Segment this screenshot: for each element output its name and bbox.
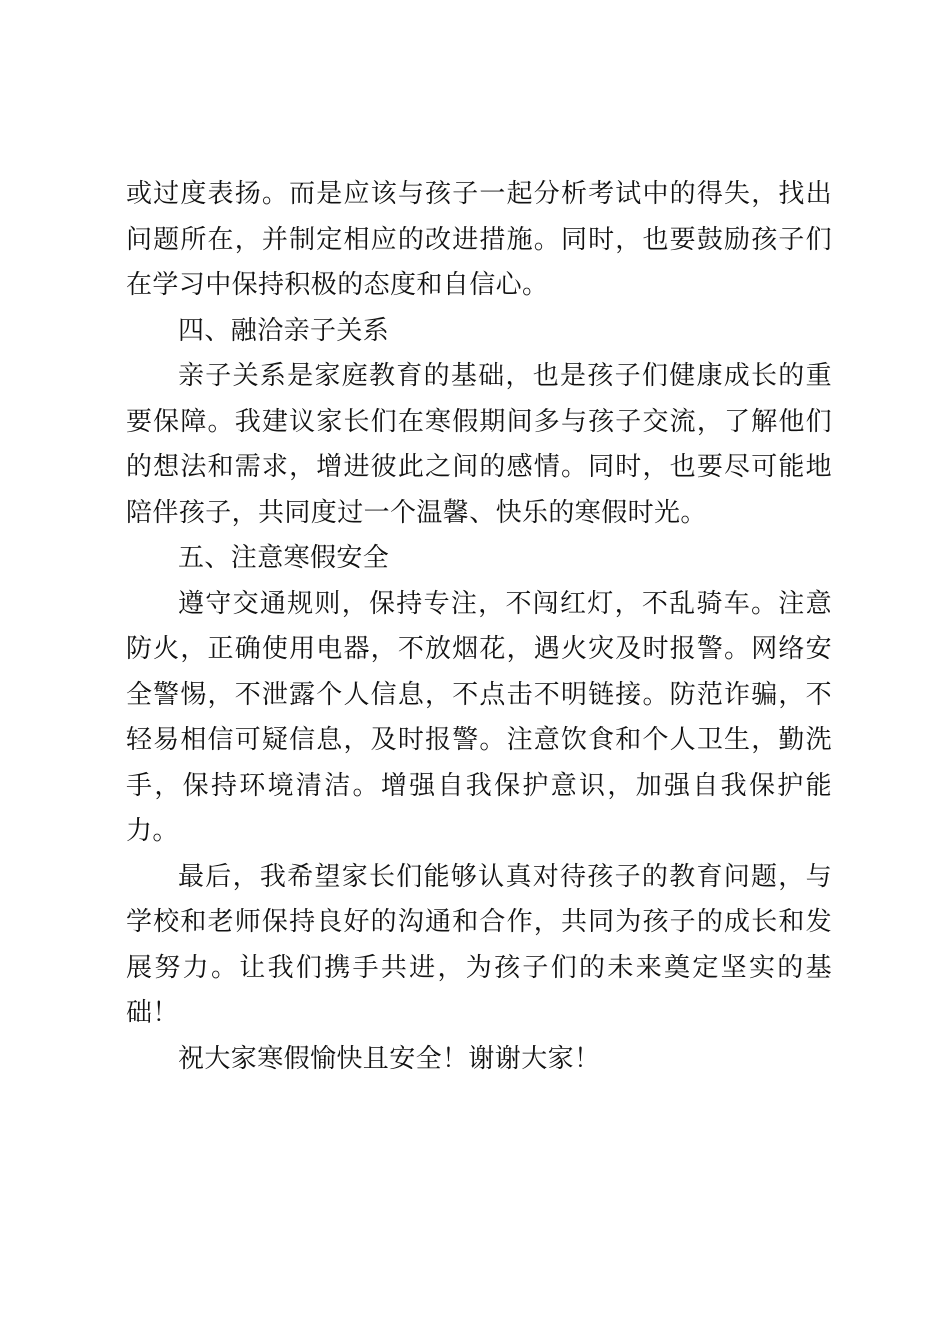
paragraph-parent-child-relationship: 亲子关系是家庭教育的基础，也是孩子们健康成长的重要保障。我建议家长们在寒假期间多与孩子交流，了解他们的想法和需求，增进彼此之间的感情。同时，也要尽可能地陪伴孩子，共同度过一个温馨、快乐的寒假时光。 [126,361,832,528]
section-heading-parent-child: 四、融洽亲子关系 [178,315,390,346]
paragraph-exam-analysis: 或过度表扬。而是应该与孩子一起分析考试中的得失，找出问题所在，并制定相应的改进措施。同时，也要鼓励孩子们在学习中保持积极的态度和自信心。 [126,179,832,300]
paragraph-winter-safety: 遵守交通规则，保持专注，不闯红灯，不乱骑车。注意防火，正确使用电器，不放烟花，遇火灾及时报警。网络安全警惕，不泄露个人信息，不点击不明链接。防范诈骗，不轻易相信可疑信息，及时报警。注意饮食和个人卫生，勤洗手，保持环境清洁。增强自我保护意识，加强自我保护能力。 [126,588,832,846]
document-page [126,172,832,1082]
section-heading-safety: 五、注意寒假安全 [178,543,390,573]
paragraph-closing-hope: 最后，我希望家长们能够认真对待孩子的教育问题，与学校和老师保持良好的沟通和合作，共同为孩子的成长和发展努力。让我们携手共进，为孩子们的未来奠定坚实的基础！ [126,861,832,1028]
paragraph-closing-wishes: 祝大家寒假愉快且安全！谢谢大家！ [178,1043,601,1074]
